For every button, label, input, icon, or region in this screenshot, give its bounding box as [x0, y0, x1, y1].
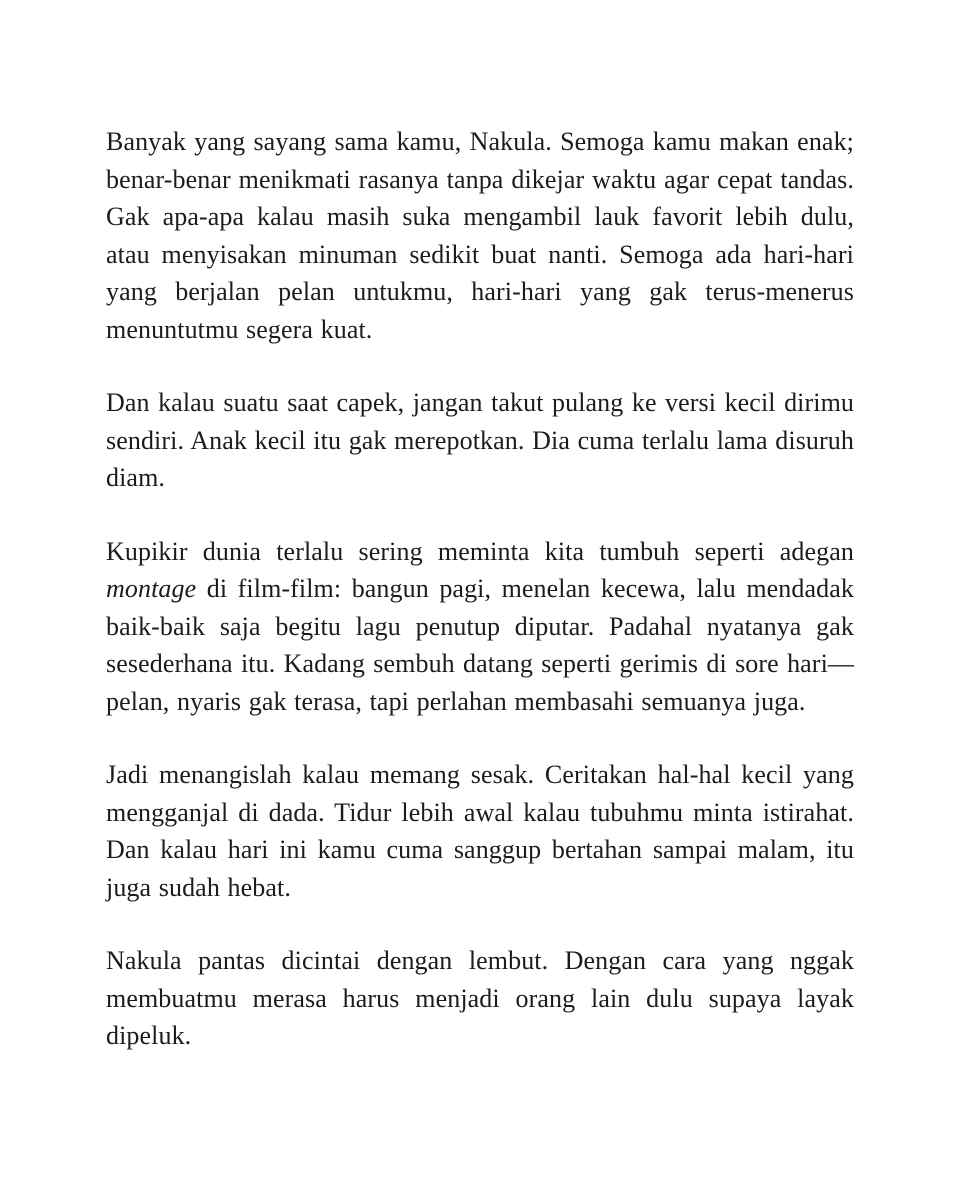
paragraph-3-start: Kupikir dunia terlalu sering meminta kita tumbuh seperti adegan: [106, 536, 854, 566]
paragraph-1: Banyak yang sayang sama kamu, Nakula. Semoga kamu makan enak; benar-benar menikmati rasanya tanpa dikejar waktu agar cepat tandas. Gak apa-apa kalau masih suka mengambil lauk favorit lebih dulu, atau menyisakan minuman sedikit buat nanti. Semoga ada hari-hari yang berjalan pelan untukmu, hari-hari yang gak terus-menerus menuntutmu segera kuat.: [106, 127, 854, 344]
italic-word-montage: montage: [106, 574, 197, 603]
paragraph-2: Dan kalau suatu saat capek, jangan takut pulang ke versi kecil dirimu sendiri. Anak kecil itu gak merepotkan. Dia cuma terlalu lama disuruh diam.: [106, 388, 854, 492]
paragraph-5: Nakula pantas dicintai dengan lembut. Dengan cara yang nggak membuatmu merasa harus menjadi orang lain dulu supaya layak dipeluk.: [106, 946, 854, 1050]
paragraph-4: Jadi menangislah kalau memang sesak. Ceritakan hal-hal kecil yang mengganjal di dada. Tidur lebih awal kalau tubuhmu minta istirahat. Dan kalau hari ini kamu cuma sanggup bertahan sampai malam, itu juga sudah hebat.: [106, 760, 854, 902]
paragraph-3: [106, 533, 854, 721]
paragraph-3-end: di film-film: bangun pagi, menelan kecewa, lalu mendadak baik-baik saja begitu lagu penutup diputar. Padahal nyatanya gak sesederhana itu. Kadang sembuh datang seperti gerimis di sore hari—pelan, nyaris gak terasa, tapi perlahan membasahi semuanya juga.: [106, 574, 854, 716]
